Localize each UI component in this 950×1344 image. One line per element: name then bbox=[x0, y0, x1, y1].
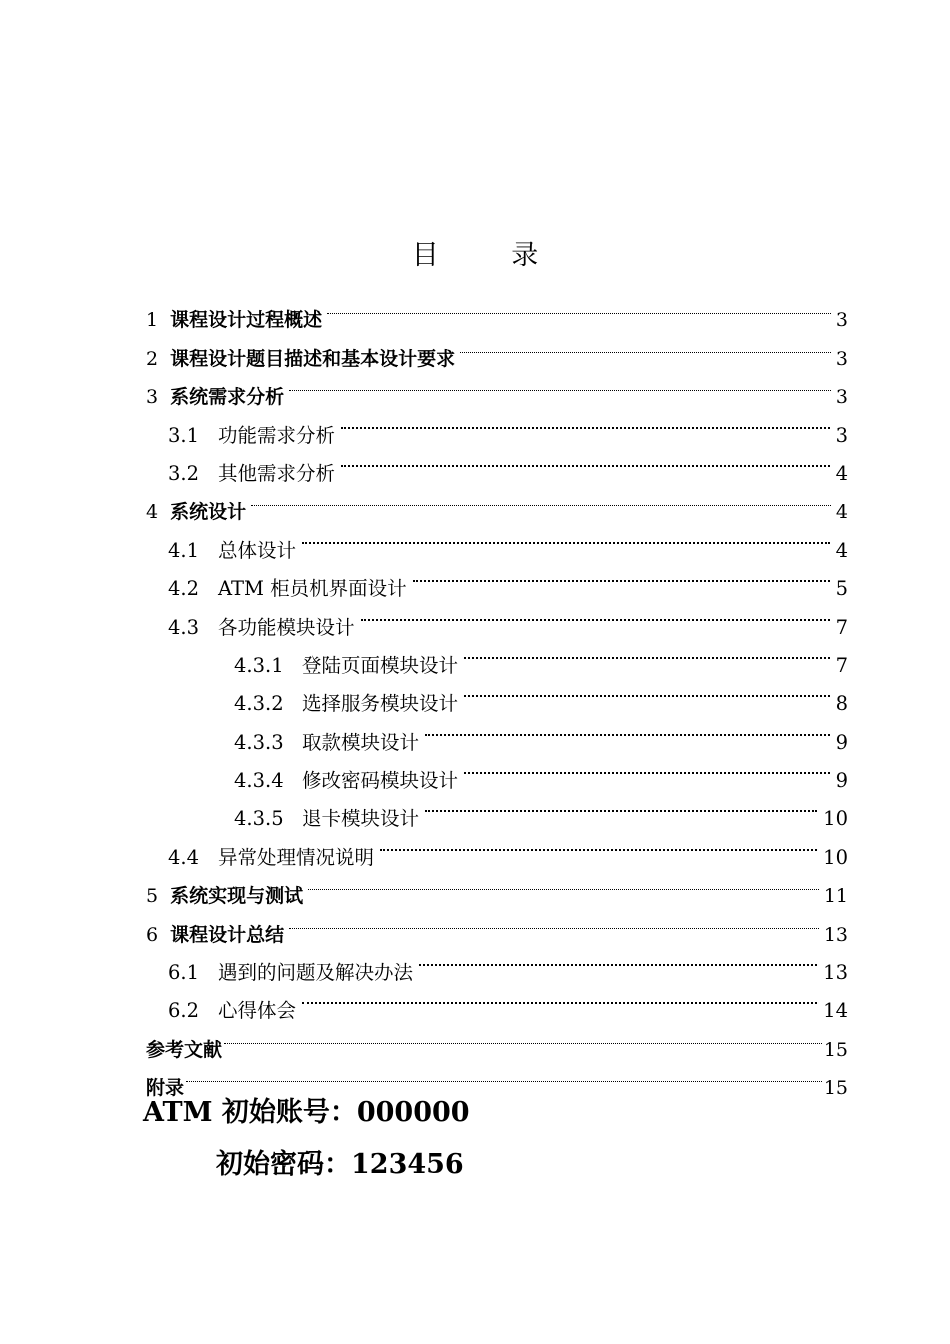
toc-entry-number: 3.1 bbox=[168, 423, 200, 447]
toc-entry-number: 4.3.1 bbox=[234, 653, 284, 677]
toc-entry-title: 系统实现与测试 bbox=[170, 885, 304, 908]
toc-entry[interactable] bbox=[146, 518, 848, 562]
toc-entry-title: 课程设计总结 bbox=[170, 923, 285, 946]
initial-account-note: ATM 初始账号：000000 bbox=[143, 1097, 470, 1128]
toc-dot-leader bbox=[186, 1056, 822, 1094]
toc-dot-leader bbox=[413, 557, 830, 595]
toc-dot-leader bbox=[464, 634, 830, 672]
toc-entry-number: 6.1 bbox=[168, 961, 200, 985]
toc-entry-page: 4 bbox=[835, 461, 848, 485]
toc-title: 目 录 bbox=[411, 240, 571, 271]
toc-entry[interactable] bbox=[146, 1017, 848, 1061]
toc-entry-title: 登陆页面模块设计 bbox=[302, 653, 459, 677]
toc-dot-leader bbox=[464, 749, 830, 787]
toc-entry-title: 总体设计 bbox=[218, 538, 297, 562]
toc-entry-title: 各功能模块设计 bbox=[218, 615, 355, 639]
toc-dot-leader bbox=[327, 288, 831, 326]
toc-entry-title: 系统需求分析 bbox=[170, 386, 285, 409]
toc-entry-title: 修改密码模块设计 bbox=[302, 769, 459, 793]
toc-entry-page: 8 bbox=[835, 692, 848, 716]
toc-dot-leader bbox=[251, 480, 831, 518]
toc-entry-number: 1 bbox=[146, 309, 159, 332]
toc-dot-leader bbox=[224, 1017, 822, 1055]
toc-entry-page: 7 bbox=[835, 615, 848, 639]
toc-entry-title: 取款模块设计 bbox=[302, 730, 420, 754]
toc-entry-number: 4.4 bbox=[168, 845, 200, 869]
toc-list bbox=[146, 288, 848, 1100]
toc-dot-leader bbox=[419, 941, 817, 979]
toc-dot-leader bbox=[341, 403, 830, 441]
toc-entry-number: 4.3.3 bbox=[234, 730, 284, 754]
toc-entry-title: 异常处理情况说明 bbox=[218, 845, 375, 869]
toc-entry-title: 课程设计题目描述和基本设计要求 bbox=[170, 347, 456, 370]
toc-dot-leader bbox=[302, 979, 817, 1017]
toc-dot-leader bbox=[460, 326, 831, 364]
toc-dot-leader bbox=[289, 902, 819, 940]
toc-dot-leader bbox=[425, 787, 817, 825]
toc-entry-title: 其他需求分析 bbox=[218, 461, 336, 485]
toc-entry-page: 11 bbox=[823, 885, 848, 908]
toc-entry-page: 14 bbox=[823, 999, 848, 1023]
toc-entry-number: 4.1 bbox=[168, 538, 200, 562]
toc-entry-page: 9 bbox=[835, 769, 848, 793]
toc-entry-page: 3 bbox=[835, 347, 848, 370]
toc-entry-number: 4.3.5 bbox=[234, 807, 284, 831]
toc-entry-number: 4.3 bbox=[168, 615, 200, 639]
toc-entry-page: 3 bbox=[835, 423, 848, 447]
toc-entry-title: 心得体会 bbox=[218, 999, 297, 1023]
toc-entry-page: 10 bbox=[823, 807, 848, 831]
toc-entry-number: 4.2 bbox=[168, 577, 200, 601]
toc-entry-page: 5 bbox=[835, 577, 848, 601]
toc-entry-title: 参考文献 bbox=[146, 1038, 223, 1061]
toc-entry[interactable] bbox=[146, 1056, 848, 1100]
toc-entry-title: 附录 bbox=[146, 1077, 185, 1100]
toc-dot-leader bbox=[308, 864, 819, 902]
toc-entry-number: 2 bbox=[146, 347, 159, 370]
toc-entry-page: 3 bbox=[835, 309, 848, 332]
toc-entry[interactable] bbox=[146, 480, 848, 524]
toc-entry-title: 课程设计过程概述 bbox=[170, 309, 323, 332]
toc-entry-title: 退卡模块设计 bbox=[302, 807, 420, 831]
toc-entry-page: 9 bbox=[835, 730, 848, 754]
toc-dot-leader bbox=[302, 518, 830, 556]
toc-dot-leader bbox=[425, 710, 830, 748]
toc-entry-page: 13 bbox=[823, 961, 848, 985]
initial-password-note: 初始密码：123456 bbox=[216, 1149, 464, 1180]
toc-entry-number: 4.3.4 bbox=[234, 769, 284, 793]
toc-entry-title: 遇到的问题及解决办法 bbox=[218, 961, 414, 985]
toc-entry-page: 15 bbox=[823, 1038, 848, 1061]
toc-entry-number: 3.2 bbox=[168, 461, 200, 485]
toc-entry-page: 15 bbox=[823, 1077, 848, 1100]
toc-entry-number: 3 bbox=[146, 386, 159, 409]
toc-entry-page: 10 bbox=[823, 845, 848, 869]
toc-dot-leader bbox=[289, 365, 831, 403]
toc-dot-leader bbox=[361, 595, 830, 633]
toc-entry-page: 3 bbox=[835, 386, 848, 409]
toc-dot-leader bbox=[464, 672, 830, 710]
toc-entry-title: 功能需求分析 bbox=[218, 423, 336, 447]
toc-entry-title: 系统设计 bbox=[170, 501, 247, 524]
toc-entry-title: ATM 柜员机界面设计 bbox=[218, 577, 407, 601]
toc-entry-number: 4 bbox=[146, 501, 159, 524]
toc-entry-title: 选择服务模块设计 bbox=[302, 692, 459, 716]
toc-entry-number: 6 bbox=[146, 923, 159, 946]
toc-entry-page: 4 bbox=[835, 538, 848, 562]
toc-dot-leader bbox=[341, 442, 830, 480]
toc-entry-page: 13 bbox=[823, 923, 848, 946]
toc-entry-page: 4 bbox=[835, 501, 848, 524]
toc-entry-number: 5 bbox=[146, 885, 159, 908]
toc-entry[interactable] bbox=[146, 288, 848, 332]
toc-dot-leader bbox=[380, 825, 817, 863]
toc-entry-page: 7 bbox=[835, 653, 848, 677]
toc-entry-number: 4.3.2 bbox=[234, 692, 284, 716]
toc-entry-number: 6.2 bbox=[168, 999, 200, 1023]
